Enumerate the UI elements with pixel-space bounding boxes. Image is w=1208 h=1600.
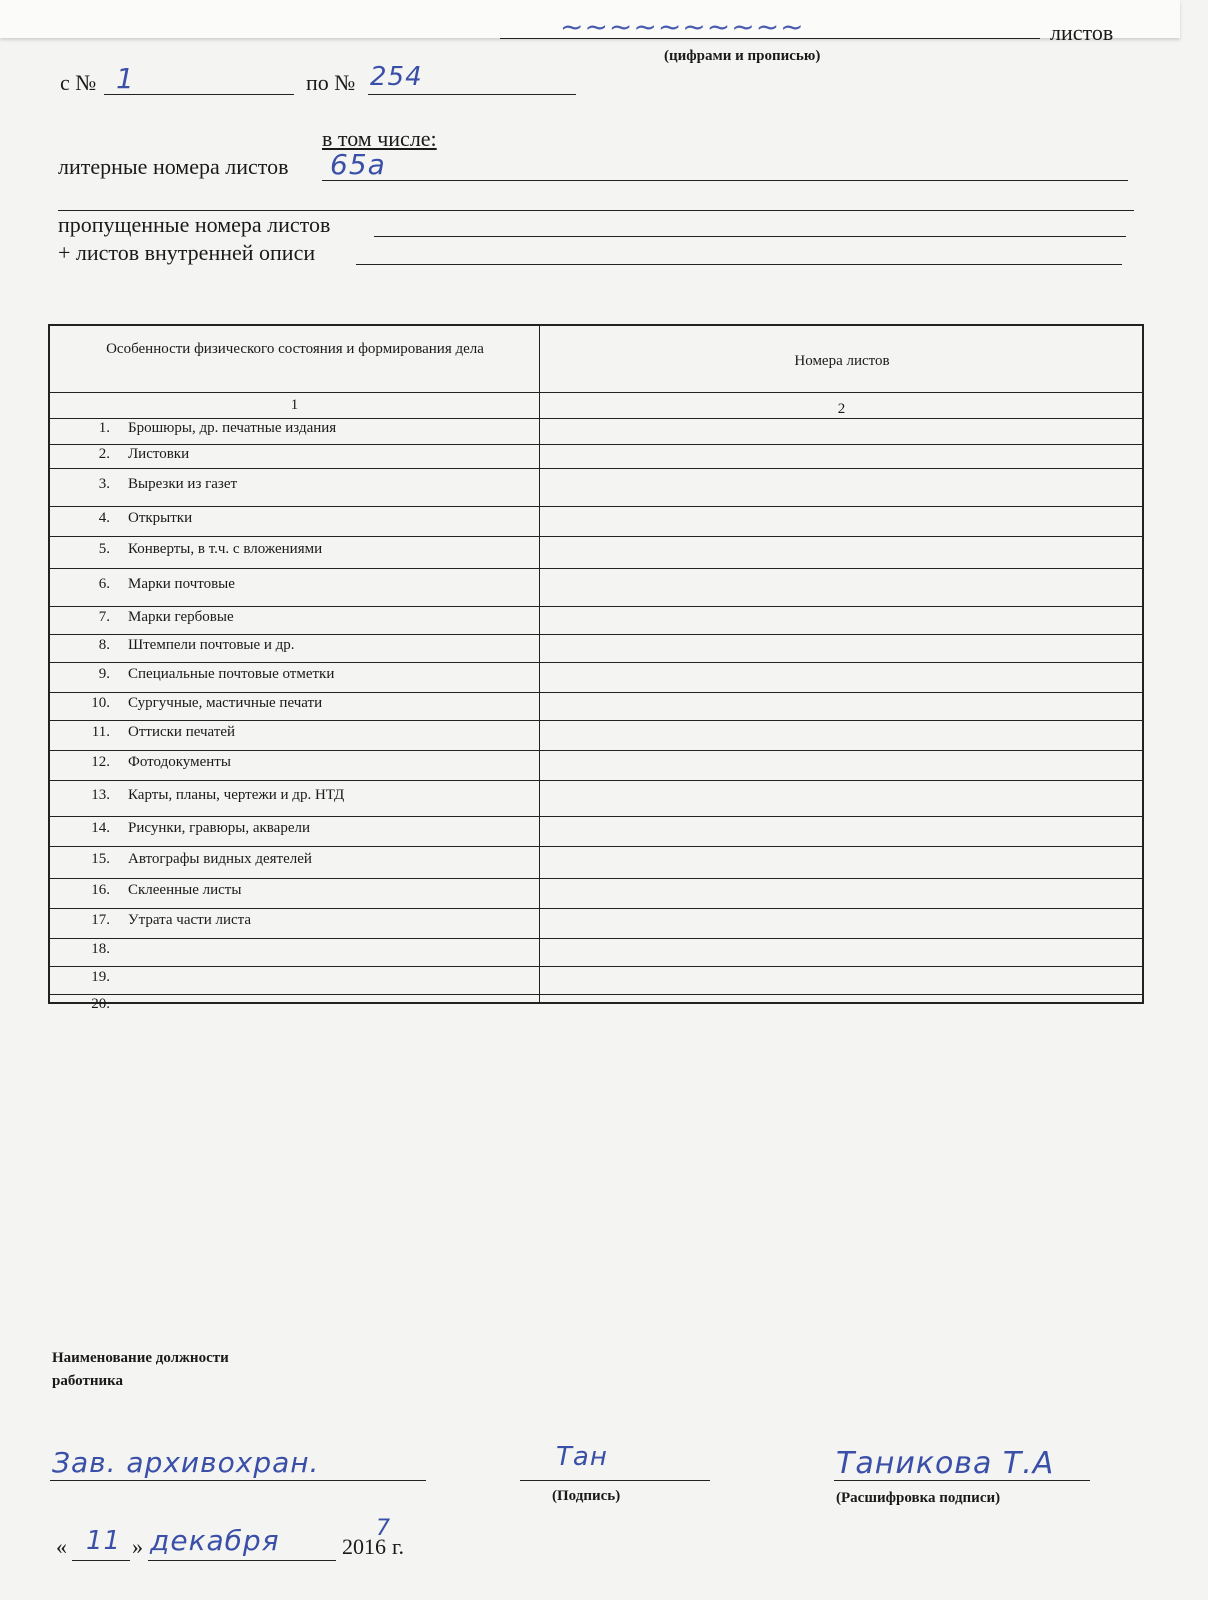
including-label: в том числе:: [322, 126, 437, 151]
row-number: 17.: [91, 912, 110, 928]
signature-caption: (Подпись): [552, 1488, 621, 1504]
numbering-divider: [50, 418, 1142, 419]
date-year: 2016: [342, 1534, 386, 1559]
row-divider: [50, 634, 1142, 635]
row-divider: [50, 750, 1142, 751]
row-number: 14.: [91, 820, 110, 836]
row-divider: [50, 846, 1142, 847]
row-number: 12.: [91, 754, 110, 770]
row-divider: [50, 568, 1142, 569]
from-label: с №: [60, 70, 97, 95]
row-label: Карты, планы, чертежи и др. НТД: [128, 787, 345, 803]
row-number: 7.: [98, 609, 110, 625]
row-divider: [50, 692, 1142, 693]
to-line: [368, 94, 576, 95]
letter-numbers-value: 65а: [330, 148, 386, 181]
row-number: 20.: [91, 996, 110, 1012]
row-number: 5.: [98, 541, 110, 557]
decode-caption: (Расшифровка подписи): [836, 1490, 1001, 1506]
row-divider: [50, 468, 1142, 469]
row-number: 2.: [98, 446, 110, 462]
row-number: 3.: [98, 476, 110, 492]
row-label: Открытки: [128, 510, 193, 526]
row-divider: [50, 878, 1142, 879]
signature-line: [520, 1480, 710, 1481]
col1-num: 1: [290, 397, 299, 413]
date-year-correction: 7: [376, 1516, 391, 1541]
missing-numbers-line: [374, 236, 1126, 237]
row-divider: [50, 606, 1142, 607]
sheets-hint: (цифрами и прописью): [664, 48, 821, 64]
to-label: по №: [306, 70, 356, 95]
row-label: Вырезки из газет: [128, 476, 238, 492]
date-suffix: г.: [392, 1534, 405, 1559]
col2-num: 2: [837, 401, 846, 417]
decode-line: [834, 1480, 1090, 1481]
row-label: Специальные почтовые отметки: [128, 666, 335, 682]
date-day-line: [72, 1560, 130, 1561]
row-label: Утрата части листа: [128, 912, 252, 928]
row-label: Сургучные, мастичные печати: [128, 695, 323, 711]
row-number: 19.: [91, 969, 110, 985]
internal-inventory-line: [356, 264, 1122, 265]
row-number: 4.: [98, 510, 110, 526]
row-number: 15.: [91, 851, 110, 867]
from-value: 1: [116, 62, 135, 95]
row-number: 11.: [91, 724, 110, 740]
row-divider: [50, 908, 1142, 909]
header-divider: [50, 392, 1142, 393]
sheet-count-handwriting: ~~~~~~~~~~: [560, 10, 805, 43]
row-label: Конверты, в т.ч. с вложениями: [128, 541, 323, 557]
row-number: 10.: [91, 695, 110, 711]
row-number: 13.: [91, 787, 110, 803]
decode-value: Таникова Т.А: [836, 1446, 1055, 1481]
row-label: Склеенные листы: [128, 882, 242, 898]
row-number: 8.: [98, 637, 110, 653]
row-number: 18.: [91, 941, 110, 957]
row-label: Штемпели почтовые и др.: [128, 637, 295, 653]
row-divider: [50, 536, 1142, 537]
row-divider: [50, 720, 1142, 721]
date-day: 11: [86, 1526, 122, 1556]
to-value: 254: [370, 62, 423, 92]
position-line: [50, 1480, 426, 1481]
row-number: 9.: [98, 666, 110, 682]
row-number: 1.: [98, 420, 110, 436]
row-divider: [50, 780, 1142, 781]
row-divider: [50, 938, 1142, 939]
sheets-word: листов: [1050, 20, 1114, 45]
col1-header: Особенности физического состояния и формирования дела: [106, 341, 484, 357]
row-number: 16.: [91, 882, 110, 898]
date-month: декабря: [150, 1524, 280, 1557]
row-label: Брошюры, др. печатные издания: [128, 420, 337, 436]
row-label: Оттиски печатей: [128, 724, 236, 740]
position-label-line2: работника: [52, 1373, 124, 1389]
internal-inventory-label: + листов внутренней описи: [58, 240, 316, 265]
missing-numbers-label: пропущенные номера листов: [58, 212, 331, 237]
row-number: 6.: [98, 576, 110, 592]
row-divider: [50, 816, 1142, 817]
letter-numbers-label: литерные номера листов: [58, 154, 289, 179]
col2-header: Номера листов: [794, 353, 890, 369]
position-label-line1: Наименование должности: [52, 1350, 229, 1366]
row-label: Фотодокументы: [128, 754, 231, 770]
row-label: Марки гербовые: [128, 609, 234, 625]
row-divider: [50, 444, 1142, 445]
physical-condition-table: [48, 324, 1144, 1012]
date-close-quote: »: [132, 1534, 143, 1559]
letter-numbers-line-2: [58, 210, 1134, 211]
position-value: Зав. архивохран.: [52, 1446, 320, 1479]
row-divider: [50, 662, 1142, 663]
row-divider: [50, 994, 1142, 995]
row-divider: [50, 506, 1142, 507]
row-label: Листовки: [128, 446, 190, 462]
row-divider: [50, 966, 1142, 967]
row-label: Марки почтовые: [128, 576, 235, 592]
signature-mark: Тан: [556, 1442, 608, 1472]
date-open-quote: «: [56, 1534, 67, 1559]
row-label: Автографы видных деятелей: [128, 851, 312, 867]
letter-numbers-line: [322, 180, 1128, 181]
date-month-line: [148, 1560, 336, 1561]
table-column-divider: [539, 326, 540, 1002]
row-label: Рисунки, гравюры, акварели: [128, 820, 311, 836]
